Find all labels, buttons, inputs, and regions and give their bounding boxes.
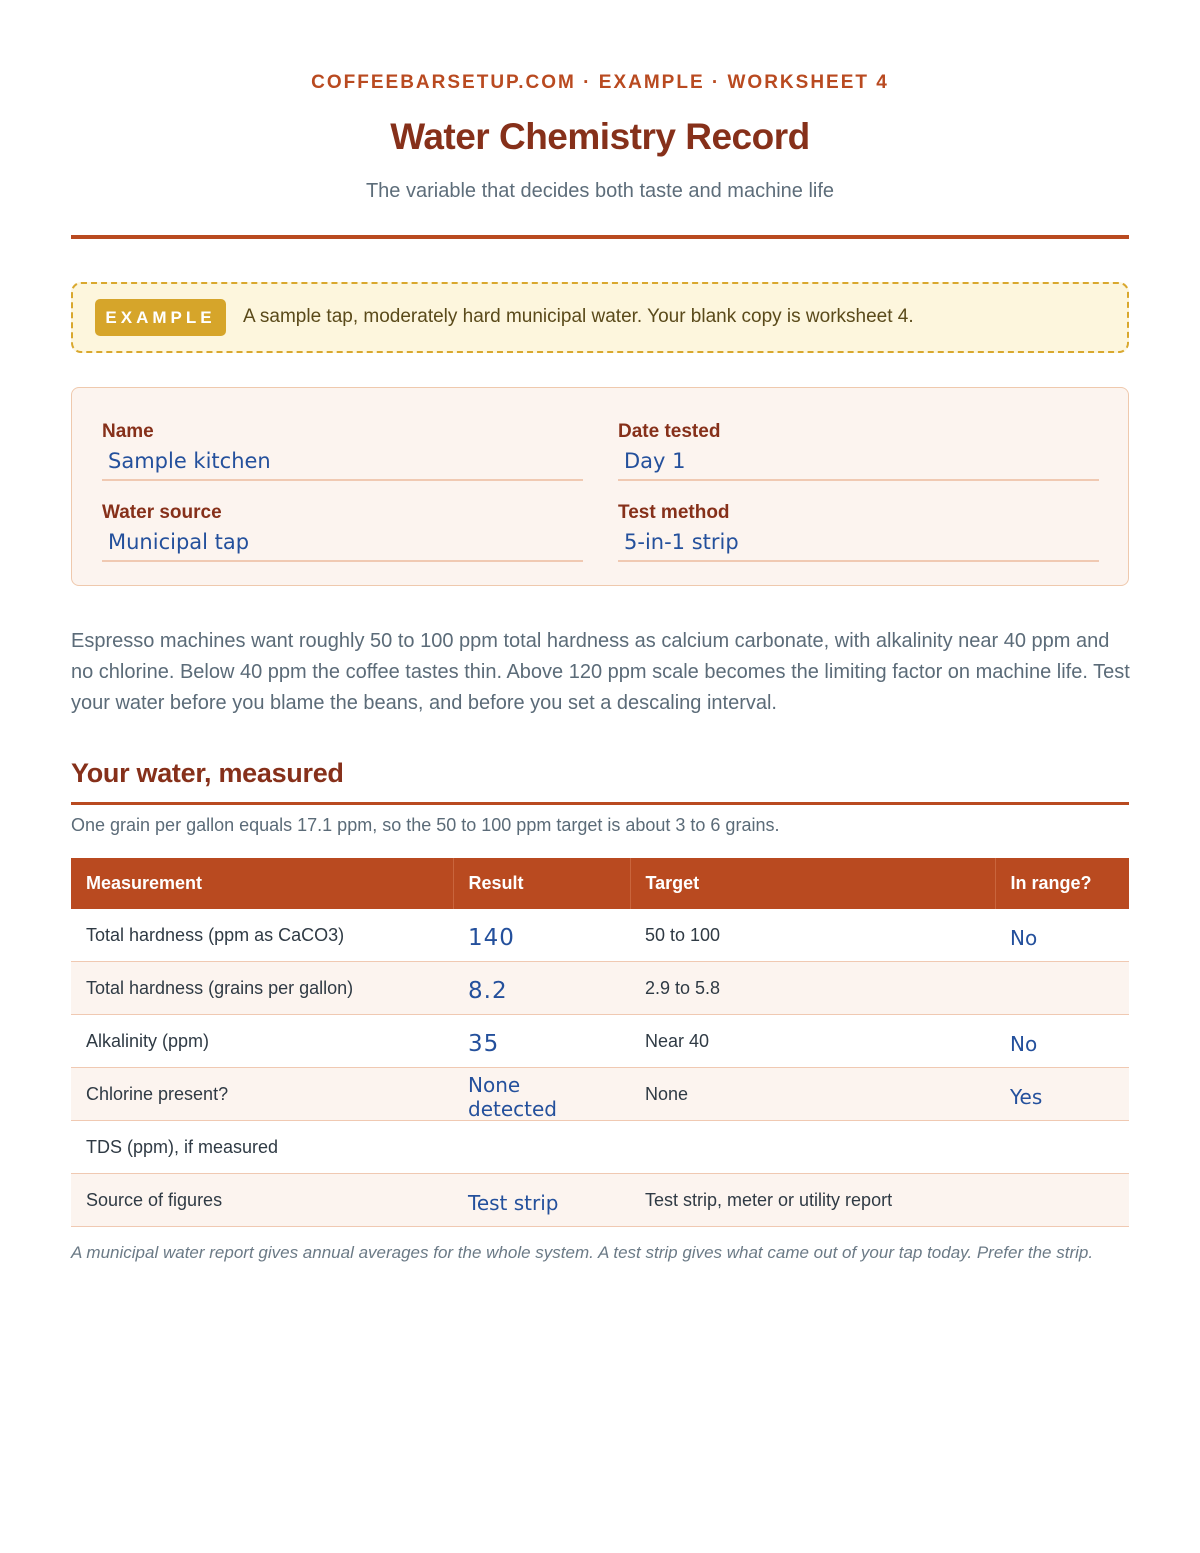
target-cell [630,1121,995,1174]
info-card [71,387,1129,586]
in-range-cell[interactable] [995,1015,1129,1068]
date-field [618,421,1099,481]
result-cell[interactable] [453,1174,630,1227]
target-cell: None [630,1068,995,1121]
table-footnote: A municipal water report gives annual averages for the whole system. A test strip gives what came out of your tap today. Prefer the strip. [71,1243,1094,1262]
intro-paragraph: Espresso machines want roughly 50 to 100 ppm total hardness as calcium carbonate, with alkalinity near 40 ppm and no chlorine. Below 40 ppm the coffee tastes thin. Above 120 ppm scale becomes the limiting factor on machine life. Test your water before you blame the beans, and before you set a descaling interval. [71,630,1130,714]
name-field [102,421,583,481]
table-row [71,1015,1129,1068]
table-row [71,962,1129,1015]
measurement-cell: TDS (ppm), if measured [71,1121,453,1174]
header-divider [71,235,1129,239]
measurement-table [71,858,1129,1227]
measurement-cell: Total hardness (ppm as CaCO3) [71,909,453,962]
in-range-cell[interactable] [995,1068,1129,1121]
date-label: Date tested [618,421,721,442]
result-cell[interactable] [453,1015,630,1068]
in-range-value: No [1010,926,1038,950]
target-cell: 2.9 to 5.8 [630,962,995,1015]
header-in-range: In range? [995,858,1129,909]
measurement-cell: Chlorine present? [71,1068,453,1121]
page-title: Water Chemistry Record [390,116,810,157]
in-range-value: Yes [1010,1085,1043,1109]
result-cell[interactable] [453,1068,630,1121]
result-cell[interactable] [453,1121,630,1174]
measurement-cell: Alkalinity (ppm) [71,1015,453,1068]
header-result: Result [453,858,630,909]
measurement-cell: Source of figures [71,1174,453,1227]
result-value: 8.2 [468,978,508,1004]
example-banner [71,282,1129,353]
name-value[interactable]: Sample kitchen [102,449,583,481]
in-range-cell[interactable] [995,1121,1129,1174]
result-value: Test strip [468,1191,559,1215]
target-cell: Near 40 [630,1015,995,1068]
water-source-value[interactable]: Municipal tap [102,530,583,562]
measurement-cell: Total hardness (grains per gallon) [71,962,453,1015]
table-row [71,1068,1129,1121]
water-source-label: Water source [102,502,222,523]
result-cell[interactable] [453,962,630,1015]
section-note: One grain per gallon equals 17.1 ppm, so the 50 to 100 ppm target is about 3 to 6 grains. [71,815,780,835]
page-subtitle: The variable that decides both taste and machine life [365,180,835,202]
name-label: Name [102,421,154,442]
result-value: 140 [468,925,515,951]
in-range-cell[interactable] [995,1174,1129,1227]
target-cell: 50 to 100 [630,909,995,962]
site-kicker: COFFEEBARSETUP.COM · EXAMPLE · WORKSHEET 4 [311,72,889,93]
section-divider [71,802,1129,805]
result-value: 35 [468,1031,500,1057]
in-range-cell[interactable] [995,909,1129,962]
result-cell[interactable] [453,909,630,962]
table-header-row [71,858,1129,909]
test-method-field [618,502,1099,562]
section-title: Your water, measured [71,758,344,788]
example-banner-text: A sample tap, moderately hard municipal water. Your blank copy is worksheet 4. [243,306,914,327]
in-range-cell[interactable] [995,962,1129,1015]
test-method-label: Test method [618,502,730,523]
water-source-field [102,502,583,562]
table-row [71,1121,1129,1174]
target-cell: Test strip, meter or utility report [630,1174,995,1227]
example-badge: EXAMPLE [95,299,226,336]
test-method-value[interactable]: 5-in-1 strip [618,530,1099,562]
in-range-value: No [1010,1032,1038,1056]
table-row [71,909,1129,962]
date-value[interactable]: Day 1 [618,449,1099,481]
header-target: Target [630,858,995,909]
result-value: None detected [468,1073,557,1121]
table-row [71,1174,1129,1227]
header-measurement: Measurement [71,858,453,909]
